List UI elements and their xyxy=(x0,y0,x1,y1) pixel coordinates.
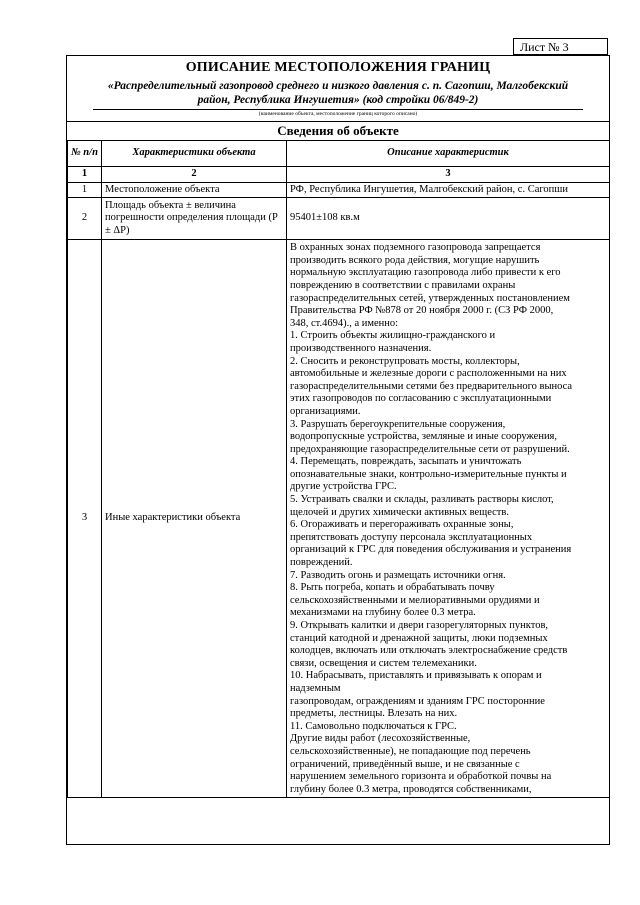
description-line: В охранных зонах подземного газопровода запрещается xyxy=(290,242,541,254)
description-line: производственного назначения. xyxy=(290,342,432,354)
description-line: повреждений. xyxy=(290,557,353,569)
column-index-row xyxy=(68,167,610,183)
header-characteristic: Характеристики объекта xyxy=(102,141,287,167)
object-info-table xyxy=(67,140,610,798)
description-line: 6. Огораживать и перегораживать охранные зоны, xyxy=(290,519,514,531)
description-line: колодцев, включать или отключать электроснабжение средств xyxy=(290,645,568,657)
row-description xyxy=(287,240,610,798)
header-description: Описание характеристик xyxy=(287,141,610,167)
description-line: препятствовать доступу персонала эксплуатационных xyxy=(290,531,533,543)
column-index: 1 xyxy=(68,167,102,183)
description-line: станций катодной и дренажной защиты, люки подземных xyxy=(290,632,548,644)
description-line: сельскохозяйственные), не попадающие под перечень xyxy=(290,745,531,757)
table-row xyxy=(68,240,610,798)
description-line: связи, освещения и систем телемеханики. xyxy=(290,657,477,669)
document-subtitle xyxy=(67,79,609,107)
description-line: нарушением земельного горизонта и обработкой почвы на xyxy=(290,771,552,783)
row-description: 95401±108 кв.м xyxy=(287,198,610,240)
column-index: 2 xyxy=(102,167,287,183)
row-description: РФ, Республика Ингушетия, Малгобекский район, с. Сагопши xyxy=(287,182,610,198)
document-title: ОПИСАНИЕ МЕСТОПОЛОЖЕНИЯ ГРАНИЦ xyxy=(185,60,491,75)
row-characteristic: Площадь объекта ± величина погрешности определения площади (P ± ΔP) xyxy=(102,198,287,240)
description-line: 1. Строить объекты жилищно-гражданского и xyxy=(290,330,496,342)
sheet-number: Лист № 3 xyxy=(513,38,608,55)
description-line: 3. Разрушать берегоукрепительные сооружения, xyxy=(290,418,506,430)
table-row xyxy=(68,198,610,240)
description-line: 10. Набрасывать, приставлять и привязывать к опорам и xyxy=(290,670,542,682)
description-line: производить всякого рода действия, могущие нарушить xyxy=(290,254,540,266)
description-line: 2. Сносить и реконструпровать мосты, коллекторы, xyxy=(290,355,520,367)
row-number: 3 xyxy=(68,240,102,798)
column-index: 3 xyxy=(287,167,610,183)
description-line: 9. Открывать калитки и двери газорегуляторных пунктов, xyxy=(290,620,549,631)
description-line: 11. Самовольно подключаться к ГРС. xyxy=(290,720,457,732)
description-line: газопроводам, ограждениям и зданиям ГРС посторонние xyxy=(290,695,545,707)
description-line: газораспределительными сетями без предварительного выноса xyxy=(290,380,573,392)
description-line: автомобильные и железные дороги с расположенными на них xyxy=(290,368,567,380)
row-number: 2 xyxy=(68,198,102,240)
document-header xyxy=(67,56,609,119)
description-line: 7. Разводить огонь и размещать источники огня. xyxy=(290,569,506,581)
subtitle-line-1: «Распределительный газопровод среднего и низкого давления с. п. Сагопши, Малгобекский xyxy=(107,80,569,92)
description-line: предохраняющие газораспределительные сети от разрушений. xyxy=(290,443,570,455)
section-title: Сведения об объекте xyxy=(67,121,609,141)
subtitle-line-2: район, Республика Ингушетия» (код стройки 06/849-2) xyxy=(197,94,479,106)
description-line: механизмами на глубину более 0.3 метра. xyxy=(290,607,476,619)
description-line: этих газопроводов по согласованию с эксплуатационными xyxy=(290,393,552,405)
subtitle-note: (наименование объекта, местоположение границ которого описано) xyxy=(93,109,583,118)
row-characteristic: Иные характеристики объекта xyxy=(102,240,287,798)
description-line: надземным xyxy=(290,682,341,694)
description-line: повреждению в соответствии с правилами охраны xyxy=(290,279,516,291)
table-row xyxy=(68,182,610,198)
description-line: организациями. xyxy=(290,405,361,417)
document-frame xyxy=(66,55,610,845)
description-line: Другие виды работ (лесохозяйственные, xyxy=(290,733,471,745)
description-line: опознавательные знаки, контрольно-измерительные пункты и xyxy=(290,468,567,480)
row-number: 1 xyxy=(68,182,102,198)
description-line: 8. Рыть погреба, копать и обрабатывать почву xyxy=(290,582,495,594)
description-line: 4. Перемещать, повреждать, засыпать и уничтожать xyxy=(290,456,522,468)
description-line: нормальную эксплуатацию газопровода либо привести к его xyxy=(290,267,561,279)
description-line: 5. Устраивать свалки и склады, разливать растворы кислот, xyxy=(290,494,554,506)
description-line: 348, ст.4694)., а именно: xyxy=(290,317,399,329)
row-characteristic: Местоположение объекта xyxy=(102,182,287,198)
table-header-row xyxy=(68,141,610,167)
description-line: другие устройства ГРС. xyxy=(290,481,397,493)
description-line: Правительства РФ №878 от 20 ноября 2000 г. (СЗ РФ 2000, xyxy=(290,305,554,317)
header-num: № п/п xyxy=(68,141,102,167)
description-line: сельскохозяйственными и мелиоративными орудиями и xyxy=(290,594,540,606)
description-line: водопропускные устройства, земляные и иные сооружения, xyxy=(290,431,558,443)
description-line: щелочей и других химически активных веществ. xyxy=(290,506,509,518)
description-line: глубину более 0.3 метра, проводятся собственниками, xyxy=(290,783,532,795)
description-line: ограничений, приведённый выше, и не связанные с xyxy=(290,758,520,770)
description-line: предметы, лестницы. Влезать на них. xyxy=(290,708,458,720)
description-line: организаций к ГРС для поведения обслуживания и устранения xyxy=(290,544,572,556)
description-line: газораспределительных сетей, утвержденных постановлением xyxy=(290,292,570,304)
